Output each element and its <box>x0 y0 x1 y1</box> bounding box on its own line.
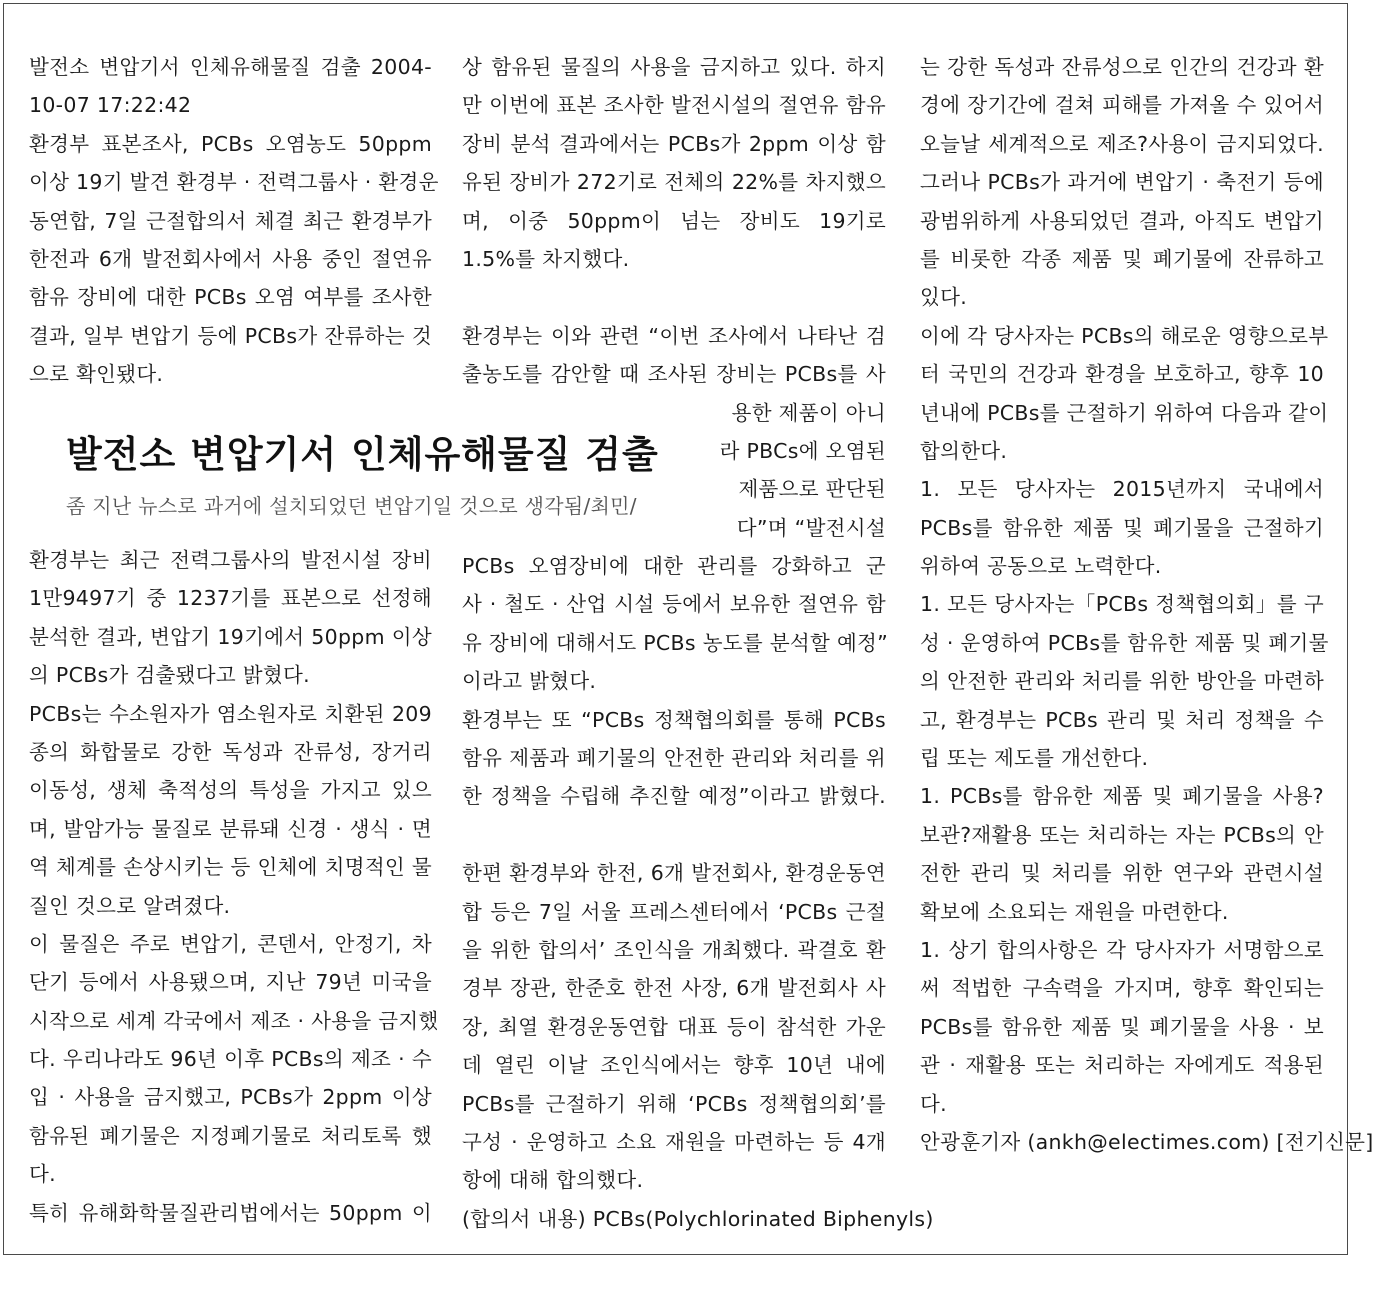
text-line: 라 PBCs에 오염된 <box>719 438 886 463</box>
text-line: 경에 장기간에 걸쳐 피해를 가져올 수 있어서 <box>920 93 1324 118</box>
text-line: PCBs 오염장비에 대한 관리를 강화하고 군 <box>462 554 886 579</box>
text-line: 동연합, 7일 근절합의서 체결 최근 환경부가 <box>29 208 432 233</box>
text-line: 며, 발암가능 물질로 분류돼 신경 · 생식 · 면 <box>29 816 432 841</box>
text-line: 상 함유된 물질의 사용을 금지하고 있다. 하지 <box>462 55 886 79</box>
text-line: 고, 환경부는 PCBs 관리 및 처리 정책을 수 <box>920 707 1324 732</box>
text-line: 발전소 변압기서 인체유해물질 검출 2004- <box>29 55 432 79</box>
text-line: 한편 환경부와 한전, 6개 발전회사, 환경운동연 <box>462 861 886 886</box>
text-line: 이라고 밝혔다. <box>462 669 597 694</box>
text-line: 이에 각 당사자는 PCBs의 해로운 영향으로부 <box>920 323 1329 348</box>
text-line: 합 등은 7일 서울 프레스센터에서 ‘PCBs 근절 <box>462 899 886 924</box>
text-line: 경부 장관, 한준호 한전 사장, 6개 발전회사 사 <box>462 976 886 1001</box>
blank-line <box>462 278 886 316</box>
text-line: 한전과 6개 발전회사에서 사용 중인 절연유 <box>29 246 432 271</box>
text-line: 관 · 재활용 또는 처리하는 자에게도 적용된 <box>920 1053 1324 1078</box>
text-line: 오늘날 세계적으로 제조?사용이 금지되었다. <box>920 131 1324 156</box>
text-line: 의 안전한 관리와 처리를 위한 방안을 마련하 <box>920 669 1324 694</box>
text-line: 구성 · 운영하고 소요 재원을 마련하는 등 4개 <box>462 1129 886 1154</box>
text-line: PCBs를 함유한 제품 및 폐기물을 사용 · 보 <box>920 1014 1324 1039</box>
text-line: PCBs는 수소원자가 염소원자로 치환된 209 <box>29 701 432 726</box>
article-headline: 발전소 변압기서 인체유해물질 검출 <box>66 433 659 476</box>
text-line: 그러나 PCBs가 과거에 변압기 · 축전기 등에 <box>920 170 1324 195</box>
text-line: 를 비롯한 각종 제품 및 폐기물에 잔류하고 <box>920 246 1324 271</box>
text-line: 환경부는 또 “PCBs 정책협의회를 통해 PCBs <box>462 707 886 732</box>
column-1-top <box>29 48 439 394</box>
text-line: 립 또는 제도를 개선한다. <box>920 746 1149 771</box>
byline: 안광훈기자 (ankh@electimes.com) [전기신문] <box>920 1129 1374 1154</box>
text-line: 종의 화합물로 강한 독성과 잔류성, 장거리 <box>29 739 432 764</box>
text-line: 10-07 17:22:42 <box>29 93 192 118</box>
text-line: PCBs를 근절하기 위해 ‘PCBs 정책협의회’를 <box>462 1091 886 1116</box>
text-line: 1. 모든 당사자는 2015년까지 국내에서 <box>920 477 1324 502</box>
text-line: 전한 관리 및 처리를 위한 연구와 관련시설 <box>920 861 1324 886</box>
text-line: 다. <box>29 1162 56 1187</box>
text-line: 1.5%를 차지했다. <box>462 246 630 271</box>
text-line: 용한 제품이 아니 <box>731 400 886 425</box>
text-line: 데 열린 이날 조인식에서는 향후 10년 내에 <box>462 1053 886 1078</box>
text-line: 함유 장비에 대한 PCBs 오염 여부를 조사한 <box>29 285 432 310</box>
text-line: 년내에 PCBs를 근절하기 위하여 다음과 같이 <box>920 400 1329 425</box>
text-line: 1. 상기 합의사항은 각 당사자가 서명함으로 <box>920 937 1324 962</box>
text-line: 유 장비에 대해서도 PCBs 농도를 분석할 예정” <box>462 630 889 655</box>
text-line: PCBs를 함유한 제품 및 폐기물을 근절하기 <box>920 515 1324 540</box>
text-line: 의 PCBs가 검출됐다고 밝혔다. <box>29 663 310 688</box>
text-line: 이동성, 생체 축적성의 특성을 가지고 있으 <box>29 778 432 803</box>
text-line: 을 위한 합의서’ 조인식을 개최했다. 곽결호 환 <box>462 937 886 962</box>
text-line: 만 이번에 표본 조사한 발전시설의 절연유 함유 <box>462 93 886 118</box>
text-line: 함유된 폐기물은 지정폐기물로 처리토록 했 <box>29 1123 432 1148</box>
column-1-bottom <box>29 541 439 1232</box>
text-line: 보관?재활용 또는 처리하는 자는 PCBs의 안 <box>920 822 1324 847</box>
text-line: 특히 유해화학물질관리법에서는 50ppm 이 <box>29 1200 432 1225</box>
text-line: (합의서 내용) PCBs(Polychlorinated Biphenyls) <box>462 1206 934 1231</box>
text-line: 1. PCBs를 함유한 제품 및 폐기물을 사용? <box>920 784 1324 809</box>
text-line: 1. 모든 당사자는「PCBs 정책협의회」를 구 <box>920 592 1324 617</box>
text-line: 있다. <box>920 285 968 310</box>
text-line: 이상 19기 발견 환경부 · 전력그룹사 · 환경운 <box>29 170 439 195</box>
text-line: 질인 것으로 알려졌다. <box>29 893 231 918</box>
text-line: 환경부는 최근 전력그룹사의 발전시설 장비 <box>29 548 432 572</box>
blank-line <box>462 816 886 854</box>
text-line: 분석한 결과, 변압기 19기에서 50ppm 이상 <box>29 624 432 649</box>
text-line: 한 정책을 수립해 추진할 예정”이라고 밝혔다. <box>462 784 886 809</box>
column-3 <box>920 48 1374 1161</box>
text-line: 역 체계를 손상시키는 등 인체에 치명적인 물 <box>29 855 432 880</box>
text-line: 합의한다. <box>920 438 1008 463</box>
text-line: 단기 등에서 사용됐으며, 지난 79년 미국을 <box>29 970 432 995</box>
text-line: 제품으로 판단된 <box>738 477 886 502</box>
text-line: 으로 확인됐다. <box>29 362 164 387</box>
text-line: 장비 분석 결과에서는 PCBs가 2ppm 이상 함 <box>462 131 886 156</box>
text-line: 성 · 운영하여 PCBs를 함유한 제품 및 폐기물 <box>920 630 1329 655</box>
text-line: 유된 장비가 272기로 전체의 22%를 차지했으 <box>462 170 886 195</box>
text-line: 함유 제품과 폐기물의 안전한 관리와 처리를 위 <box>462 746 886 771</box>
text-line: 항에 대해 합의했다. <box>462 1168 644 1193</box>
text-line: 광범위하게 사용되었던 결과, 아직도 변압기 <box>920 208 1324 233</box>
text-line: 는 강한 독성과 잔류성으로 인간의 건강과 환 <box>920 55 1324 79</box>
text-line: 다. <box>920 1091 947 1116</box>
article-frame <box>3 3 1374 1255</box>
text-line: 이 물질은 주로 변압기, 콘덴서, 안정기, 차 <box>29 931 432 956</box>
text-line: 입 · 사용을 금지했고, PCBs가 2ppm 이상 <box>29 1085 432 1110</box>
article-subheading: 좀 지난 뉴스로 과거에 설치되었던 변압기일 것으로 생각됨/최민/ <box>66 494 637 518</box>
text-line: 며, 이중 50ppm이 넘는 장비도 19기로 <box>462 208 886 233</box>
text-line: 다. 우리나라도 96년 이후 PCBs의 제조 · 수 <box>29 1047 432 1072</box>
text-line: 확보에 소요되는 재원을 마련한다. <box>920 899 1229 924</box>
column-2 <box>462 48 934 1238</box>
text-line: 써 적법한 구속력을 가지며, 향후 확인되는 <box>920 976 1324 1001</box>
text-line: 환경부 표본조사, PCBs 오염농도 50ppm <box>29 131 432 156</box>
text-line: 출농도를 감안할 때 조사된 장비는 PCBs를 사 <box>462 362 886 387</box>
text-line: 다”며 “발전시설 <box>736 515 886 540</box>
text-line: 장, 최열 환경운동연합 대표 등이 참석한 가운 <box>462 1014 886 1039</box>
text-line: 환경부는 이와 관련 “이번 조사에서 나타난 검 <box>462 323 886 348</box>
text-line: 시작으로 세계 각국에서 제조 · 사용을 금지했 <box>29 1008 439 1033</box>
text-line: 위하여 공동으로 노력한다. <box>920 554 1162 579</box>
text-line: 터 국민의 건강과 환경을 보호하고, 향후 10 <box>920 362 1324 387</box>
text-line: 1만9497기 중 1237기를 표본으로 선정해 <box>29 586 432 611</box>
text-line: 결과, 일부 변압기 등에 PCBs가 잔류하는 것 <box>29 323 432 348</box>
text-line: 사 · 철도 · 산업 시설 등에서 보유한 절연유 함 <box>462 592 886 617</box>
